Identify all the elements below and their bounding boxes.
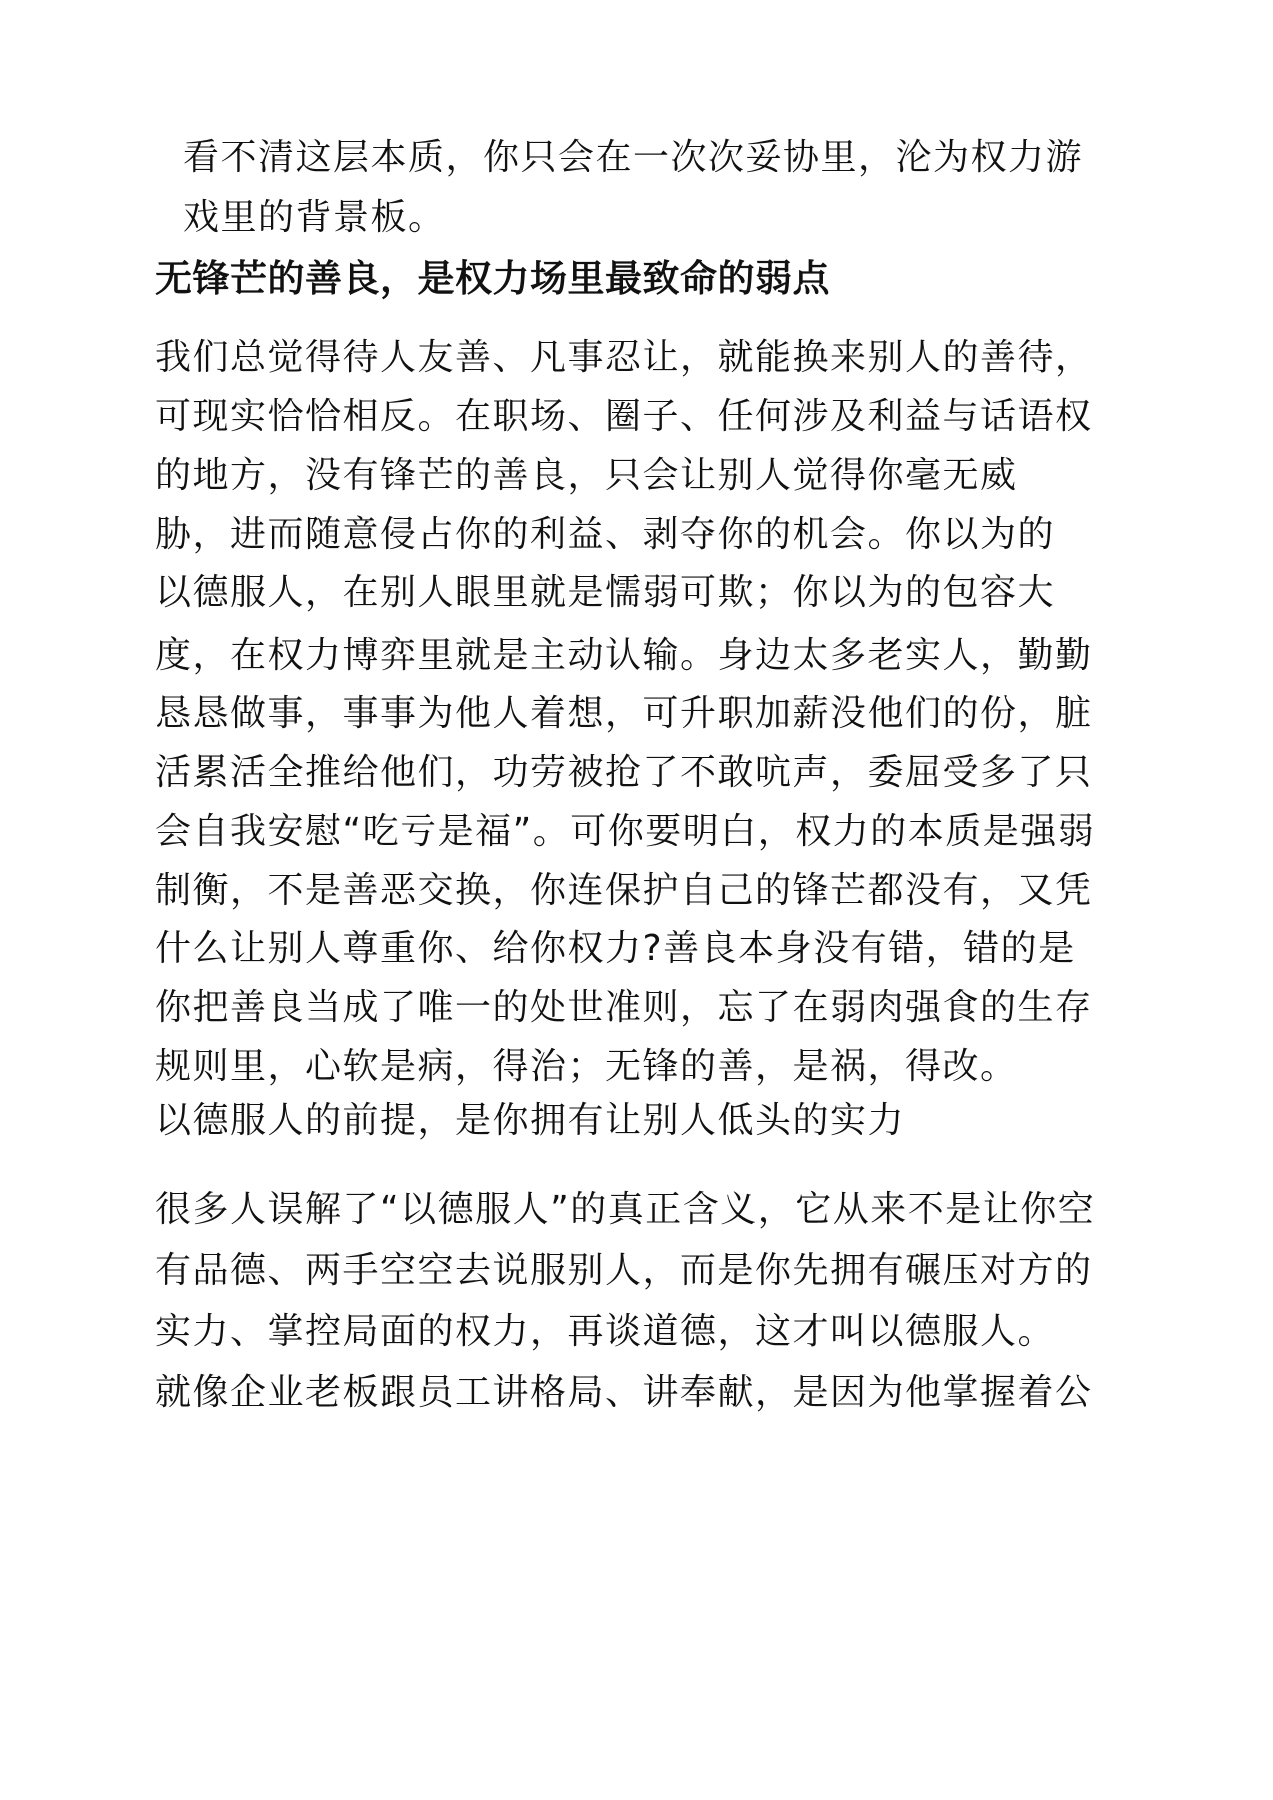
text-line: 会自我安慰“吃亏是福”。可你要明白，权力的本质是强弱 xyxy=(155,811,1096,852)
text-line: 恳恳做事，事事为他人着想，可升职加薪没他们的份，脏 xyxy=(155,693,1093,734)
text-line: 规则里，心软是病，得治；无锋的善，是祸，得改。 xyxy=(155,1046,1018,1087)
text-line: 戏里的背景板。 xyxy=(183,197,446,238)
text-line: 活累活全推给他们，功劳被抢了不敢吭声，委屈受多了只 xyxy=(155,752,1093,793)
text-line: 就像企业老板跟员工讲格局、讲奉献，是因为他掌握着公 xyxy=(155,1372,1093,1413)
text-line: 什么让别人尊重你、给你权力?善良本身没有错，错的是 xyxy=(155,928,1076,969)
text-line: 的地方，没有锋芒的善良，只会让别人觉得你毫无威 xyxy=(155,455,1018,496)
text-line: 制衡，不是善恶交换，你连保护自己的锋芒都没有，又凭 xyxy=(155,870,1093,911)
text-line: 我们总觉得待人友善、凡事忍让，就能换来别人的善待， xyxy=(155,337,1093,378)
text-line: 看不清这层本质，你只会在一次次妥协里，沦为权力游 xyxy=(183,137,1084,178)
section-heading: 无锋芒的善良，是权力场里最致命的弱点 xyxy=(155,257,830,300)
text-line: 很多人误解了“以德服人”的真正含义，它从来不是让你空 xyxy=(155,1189,1096,1230)
text-line: 实力、掌控局面的权力，再谈道德，这才叫以德服人。 xyxy=(155,1311,1056,1352)
text-line: 度，在权力博弈里就是主动认输。身边太多老实人，勤勤 xyxy=(155,635,1093,676)
text-line: 以德服人，在别人眼里就是懦弱可欺；你以为的包容大 xyxy=(155,572,1056,613)
text-line: 有品德、两手空空去说服别人，而是你先拥有碾压对方的 xyxy=(155,1250,1093,1291)
text-line: 胁，进而随意侵占你的利益、剥夺你的机会。你以为的 xyxy=(155,514,1056,555)
section-heading: 以德服人的前提，是你拥有让别人低头的实力 xyxy=(155,1100,906,1141)
text-line: 你把善良当成了唯一的处世准则，忘了在弱肉强食的生存 xyxy=(155,987,1093,1028)
text-line: 可现实恰恰相反。在职场、圈子、任何涉及利益与话语权 xyxy=(155,396,1093,437)
